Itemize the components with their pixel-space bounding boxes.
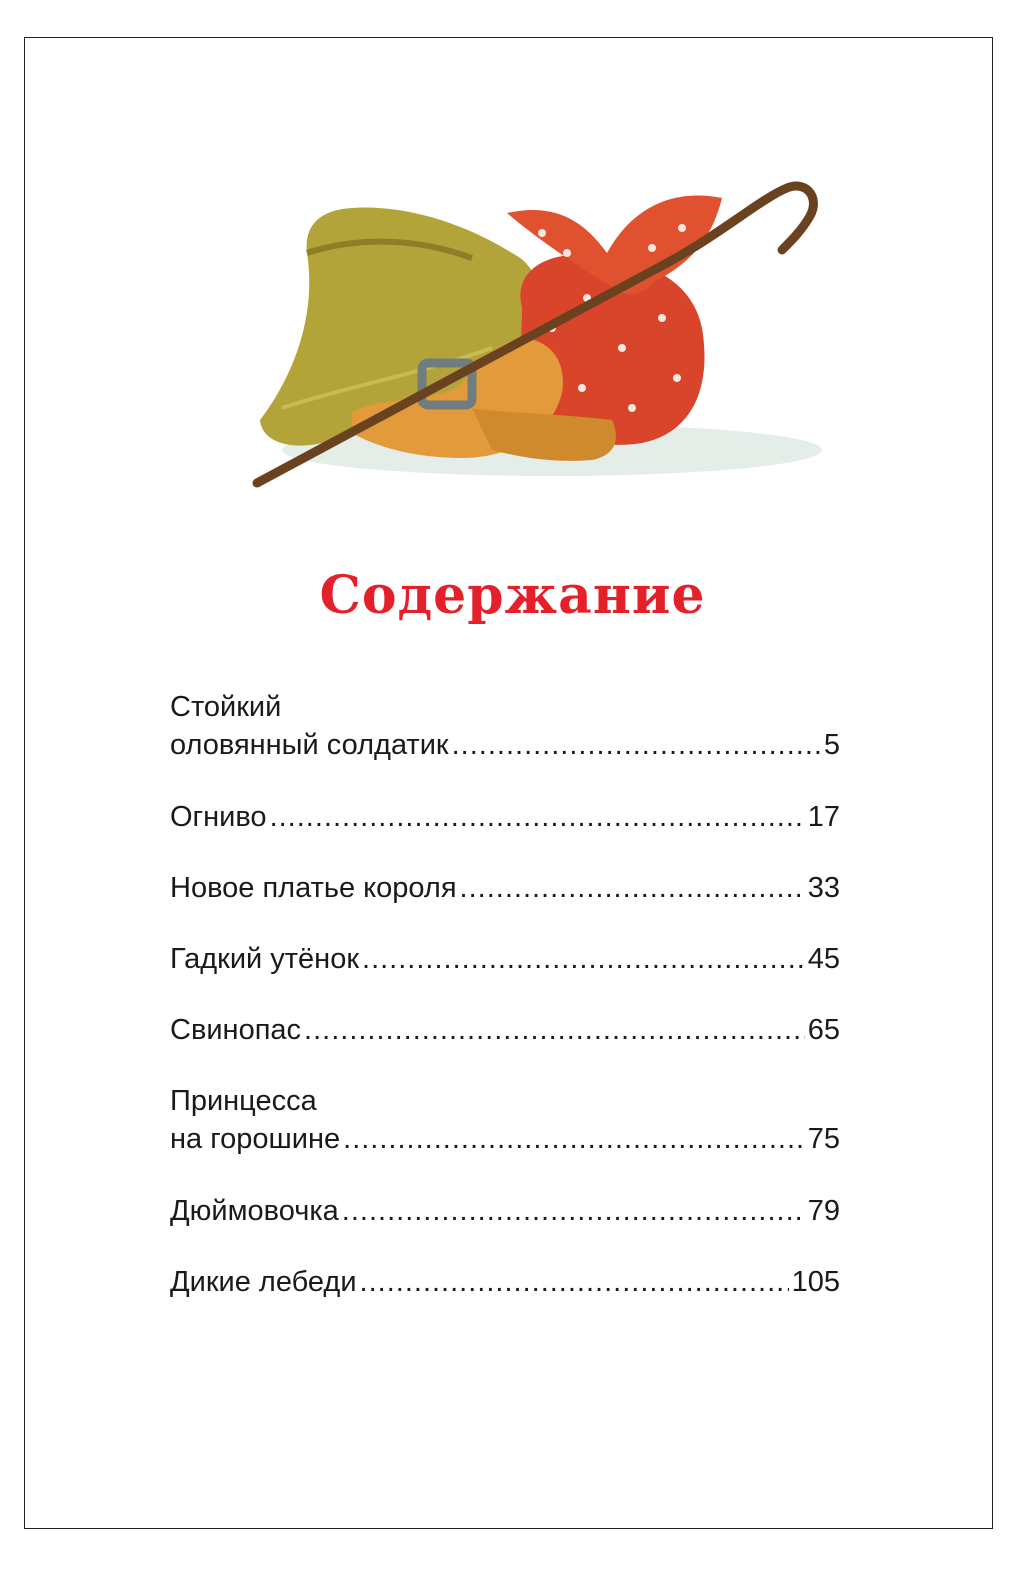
toc-page-number: 75 xyxy=(807,1123,840,1155)
toc-entry[interactable] xyxy=(170,798,840,836)
dot-leader xyxy=(452,726,821,764)
toc-page-number: 45 xyxy=(807,943,840,975)
toc-entry-title: Новое платье короля xyxy=(170,872,457,904)
toc-page-number: 105 xyxy=(791,1266,840,1298)
bundle-hat-shoe-illustration xyxy=(222,158,850,524)
table-of-contents xyxy=(170,688,840,1301)
toc-page-number: 33 xyxy=(807,872,840,904)
dot-leader xyxy=(460,869,805,907)
dot-leader xyxy=(304,1011,805,1049)
dot-leader xyxy=(343,1120,805,1158)
toc-entry[interactable] xyxy=(170,1192,840,1230)
toc-page-number: 65 xyxy=(807,1014,840,1046)
toc-entry[interactable] xyxy=(170,1082,840,1158)
toc-entry-title: Дикие лебеди xyxy=(170,1266,357,1298)
toc-entry-title: Гадкий утёнок xyxy=(170,943,360,975)
toc-page-number: 5 xyxy=(823,729,840,761)
toc-entry-title: Стойкий xyxy=(170,691,282,723)
toc-entry-title: Дюймовочка xyxy=(170,1195,339,1227)
toc-page-number: 79 xyxy=(807,1195,840,1227)
toc-entry-title: Принцесса xyxy=(170,1085,317,1117)
toc-entry-title: Свинопас xyxy=(170,1014,302,1046)
toc-entry-title: Огниво xyxy=(170,801,267,833)
toc-entry[interactable] xyxy=(170,940,840,978)
toc-entry[interactable] xyxy=(170,1263,840,1301)
dot-leader xyxy=(360,1263,789,1301)
dot-leader xyxy=(342,1192,805,1230)
dot-leader xyxy=(270,798,805,836)
toc-entry[interactable] xyxy=(170,869,840,907)
toc-page-number: 17 xyxy=(807,801,840,833)
toc-entry-title: на горошине xyxy=(170,1123,341,1155)
dot-leader xyxy=(362,940,805,978)
toc-entry[interactable] xyxy=(170,1011,840,1049)
toc-entry-title: оловянный солдатик xyxy=(170,729,449,761)
toc-entry[interactable] xyxy=(170,688,840,764)
page-title: Содержание xyxy=(319,565,706,626)
